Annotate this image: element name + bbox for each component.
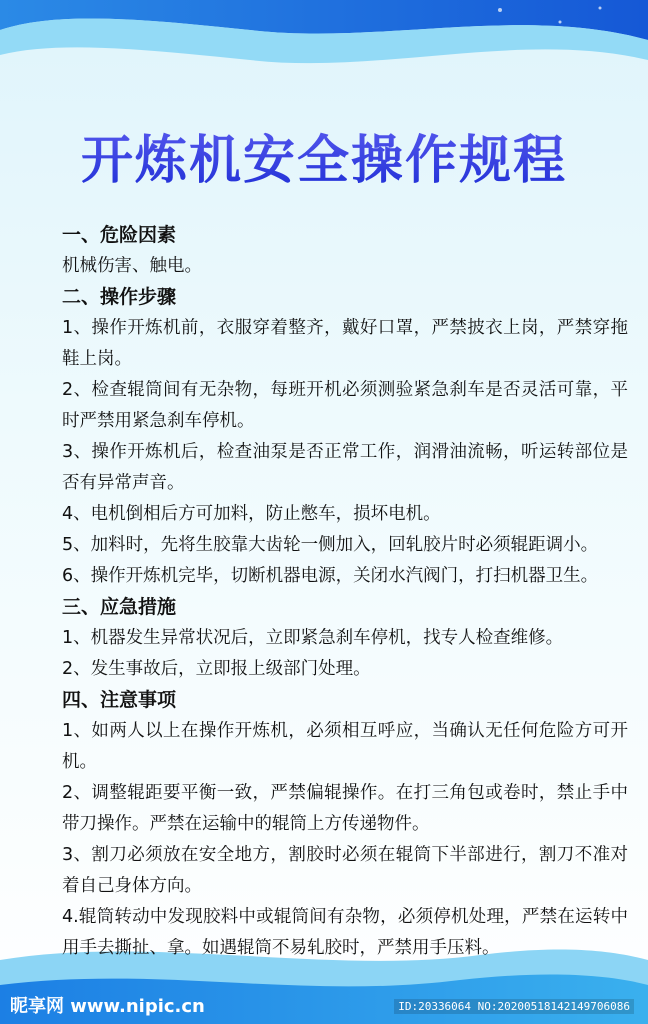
section-item: 3、割刀必须放在安全地方，割胶时必须在辊筒下半部进行，割刀不准对着自己身体方向。: [62, 845, 628, 896]
section-item: 机械伤害、触电。: [62, 256, 202, 276]
content-body: [62, 220, 628, 964]
section-item: 1、如两人以上在操作开炼机，必须相互呼应，当确认无任何危险方可开机。: [62, 721, 628, 772]
section-emergency: [62, 592, 628, 685]
section-item: 3、操作开炼机后，检查油泵是否正常工作，润滑油流畅，听运转部位是否有异常声音。: [62, 442, 628, 493]
watermark-logo: 昵享网 www.nipic.cn: [10, 996, 205, 1017]
section-item: 1、机器发生异常状况后，立即紧急刹车停机，找专人检查维修。: [62, 628, 564, 648]
section-heading: 一、危险因素: [62, 224, 177, 246]
section-item: 4、电机倒相后方可加料，防止憋车，损坏电机。: [62, 504, 441, 524]
section-item: 6、操作开炼机完毕，切断机器电源，关闭水汽阀门，打扫机器卫生。: [62, 566, 599, 586]
page-title: 开炼机安全操作规程: [0, 118, 648, 193]
section-item: 2、发生事故后，立即报上级部门处理。: [62, 659, 371, 679]
section-hazards: [62, 220, 628, 282]
section-item: 4.辊筒转动中发现胶料中或辊筒间有杂物，必须停机处理，严禁在运转中用手去撕扯、拿。如遇辊筒不易轧胶时，严禁用手压料。: [62, 907, 628, 958]
watermark-id: ID:20336064 NO:20200518142149706086: [394, 999, 634, 1014]
section-item: 1、操作开炼机前，衣服穿着整齐，戴好口罩，严禁披衣上岗，严禁穿拖鞋上岗。: [62, 318, 628, 369]
section-heading: 二、操作步骤: [62, 286, 177, 308]
section-precautions: [62, 685, 628, 964]
section-item: 5、加料时，先将生胶靠大齿轮一侧加入，回轧胶片时必须辊距调小。: [62, 535, 599, 555]
section-item: 2、调整辊距要平衡一致，严禁偏辊操作。在打三角包或卷时，禁止手中带刀操作。严禁在运输中的辊筒上方传递物件。: [62, 783, 628, 834]
section-steps: [62, 282, 628, 592]
section-heading: 四、注意事项: [62, 689, 177, 711]
section-heading: 三、应急措施: [62, 596, 177, 618]
section-item: 2、检查辊筒间有无杂物，每班开机必须测验紧急刹车是否灵活可靠，平时严禁用紧急刹车停机。: [62, 380, 628, 431]
